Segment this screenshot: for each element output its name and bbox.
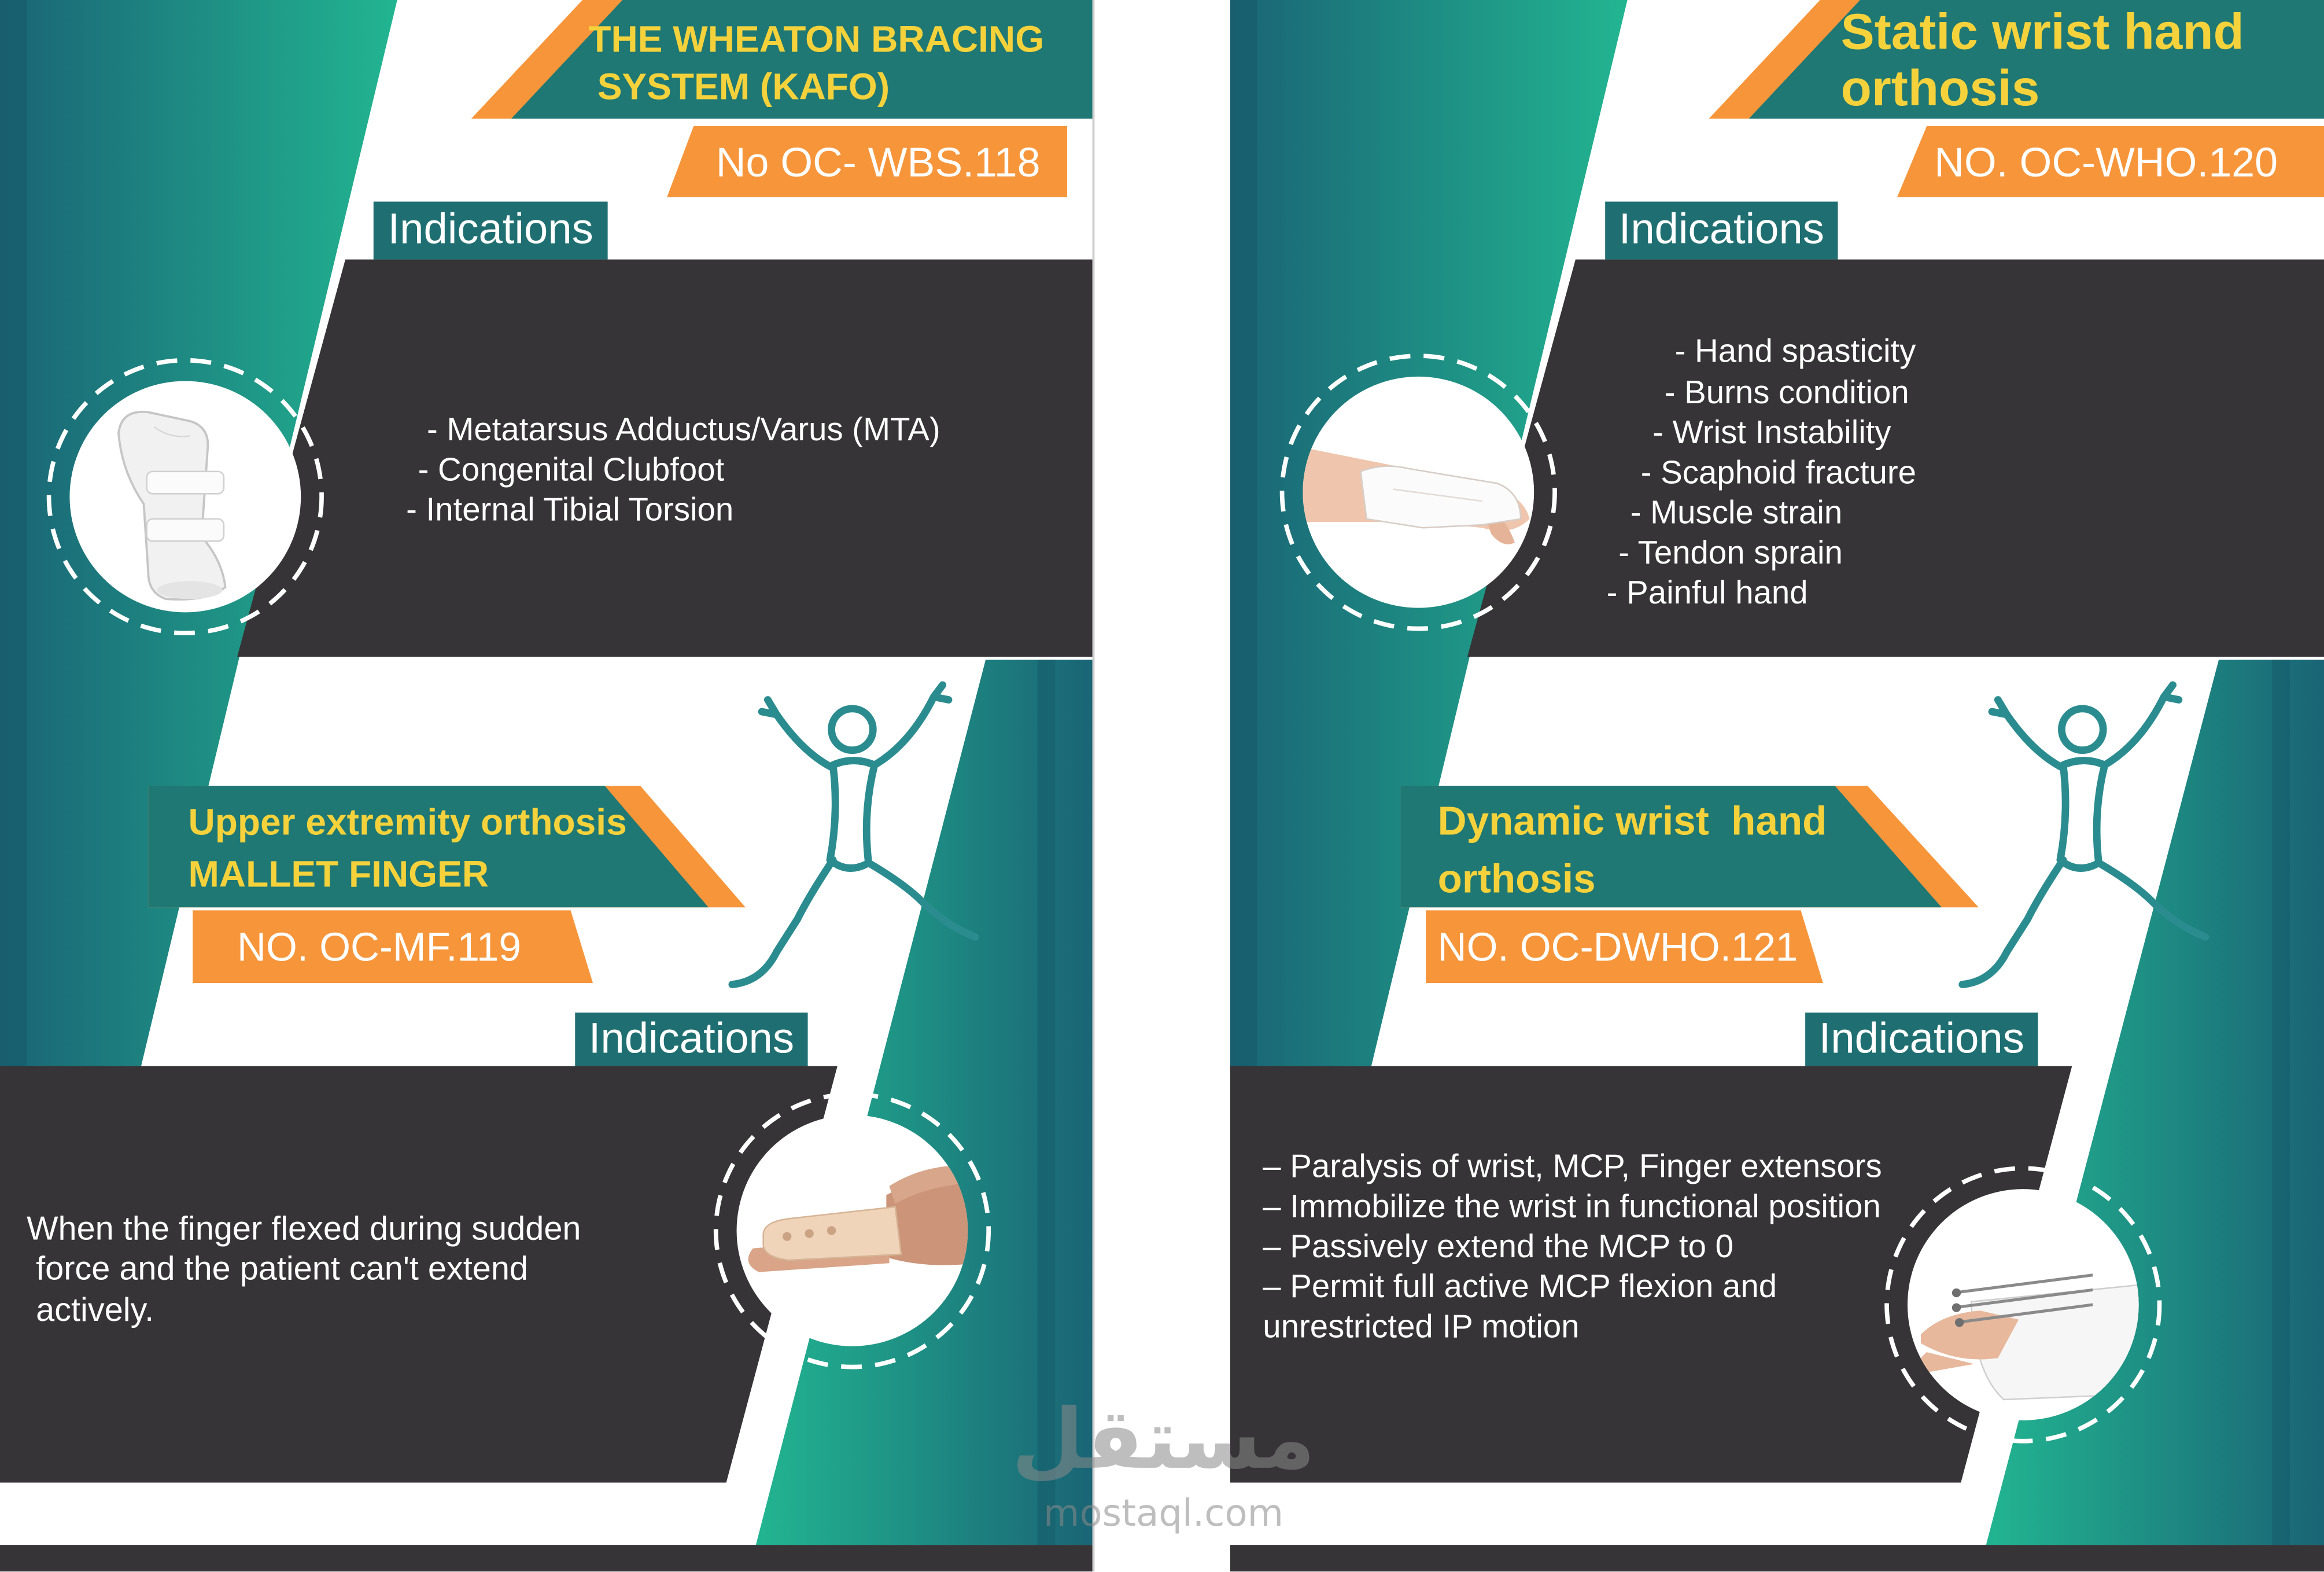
mallet-title-line1: Upper extremity orthosis [188, 802, 627, 844]
static-indication-item: - Hand spasticity [1674, 332, 1916, 370]
left-teal-edge-stripe [0, 0, 27, 1067]
dynamic-indication-item: – Paralysis of wrist, MCP, Finger extensors [1263, 1147, 1882, 1185]
static-indication-item: - Tendon sprain [1618, 533, 1843, 571]
wheaton-indication-item: - Metatarsus Adductus/Varus (MTA) [427, 410, 940, 448]
wheaton-title-line1: THE WHEATON BRACING [588, 19, 1045, 61]
dynamic-product-code: NO. OC-DWHO.121 [1437, 925, 1798, 970]
mallet-title-line2: MALLET FINGER [188, 854, 489, 896]
dynamic-indications-label: Indications [1805, 1013, 2038, 1066]
wheaton-product-code: No OC- WBS.118 [715, 139, 1041, 186]
dynamic-indication-item: unrestricted IP motion [1263, 1308, 1580, 1345]
right-bottom-strip [1230, 1545, 2324, 1571]
watermark-arabic: مستقل [1012, 1392, 1315, 1489]
mallet-indications-label: Indications [575, 1013, 807, 1066]
watermark-latin: mostaql.com [1043, 1491, 1284, 1535]
static-title-line1: Static wrist hand [1840, 4, 2244, 61]
static-indication-item: - Painful hand [1606, 573, 1808, 611]
mallet-description-line: actively. [27, 1291, 154, 1328]
wheaton-title-line2: SYSTEM (KAFO) [597, 67, 890, 109]
dynamic-indication-item: – Immobilize the wrist in functional position [1263, 1187, 1881, 1225]
static-title-line2: orthosis [1840, 61, 2040, 117]
mallet-description-line: force and the patient can't extend [27, 1250, 528, 1287]
static-indication-item: - Muscle strain [1630, 494, 1843, 531]
static-indications-label: Indications [1605, 202, 1838, 260]
right-teal-edge-stripe [1230, 0, 1257, 1067]
right-teal-bottom-stripe [2272, 660, 2290, 1545]
wheaton-indications-label: Indications [374, 202, 608, 260]
wheaton-indication-item: - Internal Tibial Torsion [406, 491, 734, 528]
mallet-product-code: NO. OC-MF.119 [237, 925, 521, 970]
dynamic-indication-item: – Permit full active MCP flexion and [1263, 1267, 1777, 1305]
static-indication-item: - Scaphoid fracture [1640, 454, 1916, 491]
static-indication-item: - Wrist Instability [1652, 413, 1891, 451]
mallet-description-line: When the finger flexed during sudden [27, 1210, 581, 1247]
static-indication-item: - Burns condition [1664, 373, 1909, 411]
left-bottom-strip [0, 1545, 1094, 1571]
dynamic-title-line1: Dynamic wrist hand [1437, 799, 1827, 844]
left-page-edge [1093, 0, 1095, 1571]
wheaton-indication-item: - Congenital Clubfoot [418, 451, 725, 488]
dynamic-indication-item: – Passively extend the MCP to 0 [1263, 1227, 1733, 1265]
static-product-code: NO. OC-WHO.120 [1934, 139, 2278, 186]
dynamic-title-line2: orthosis [1437, 857, 1596, 901]
